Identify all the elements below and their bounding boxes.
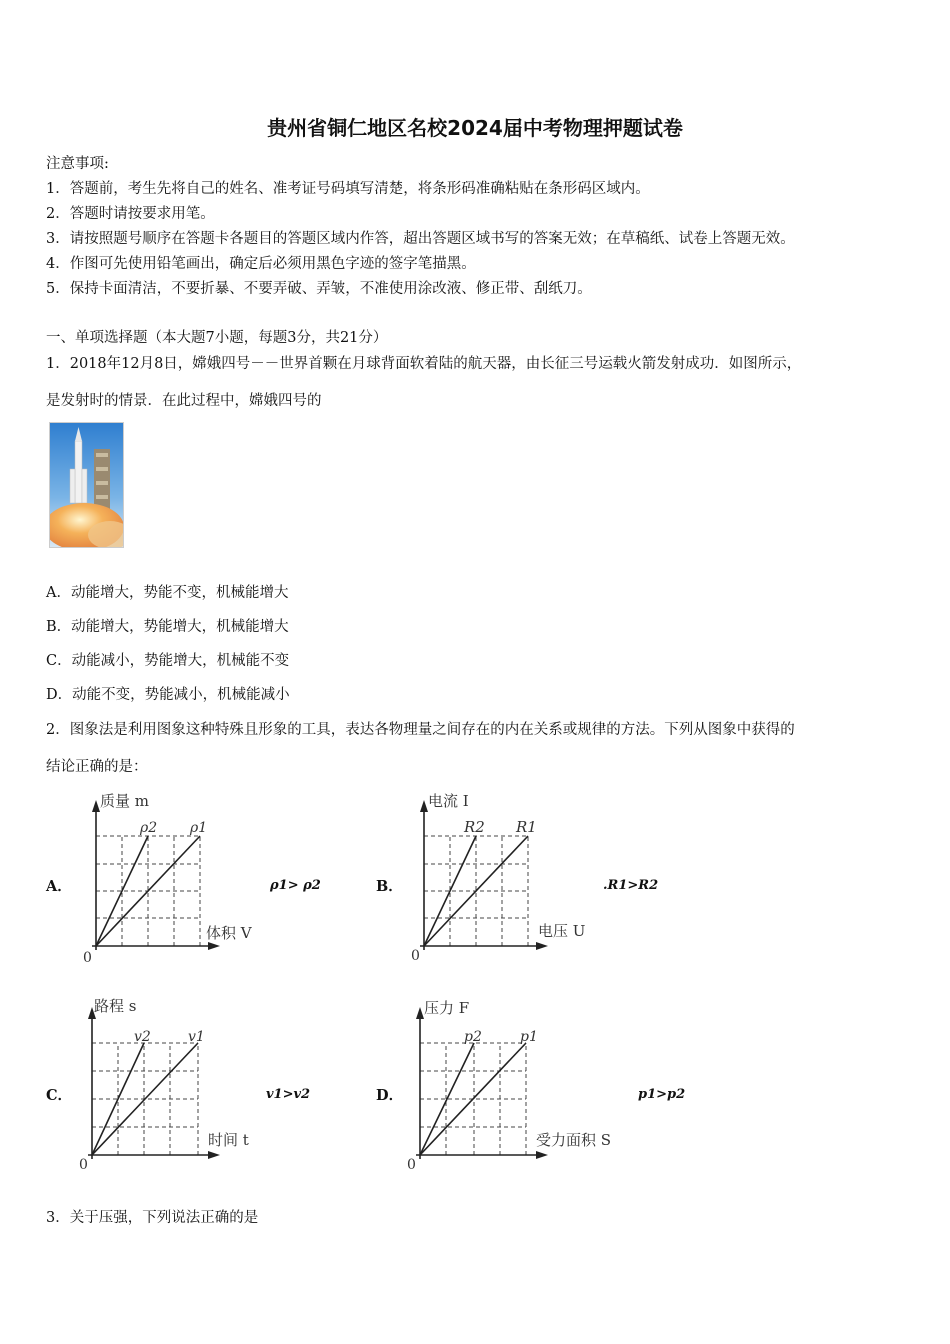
shallow-line-label: R1	[516, 818, 537, 836]
rocket-launch-image	[49, 422, 124, 548]
y-axis-arrow	[420, 800, 428, 812]
question-2-line-2: 结论正确的是：	[46, 759, 148, 775]
steep-line-label: R2	[464, 818, 485, 836]
y-axis-label: 质量 m	[100, 792, 149, 810]
notice-item-5: 5．保持卡面清洁，不要折暴、不要弄破、弄皱，不准使用涂改液、修正带、刮纸刀。	[46, 281, 592, 297]
origin-label: 0	[83, 950, 92, 966]
question-1-option-a: A．动能增大，势能不变，机械能增大	[46, 585, 289, 601]
x-axis-arrow	[536, 1151, 548, 1159]
graph-b	[408, 790, 608, 965]
question-2-option-d-label: D．	[376, 1087, 404, 1104]
notice-item-2: 2．答题时请按要求用笔。	[46, 206, 215, 222]
x-axis-label: 受力面积 S	[536, 1131, 612, 1149]
x-axis-arrow	[208, 1151, 220, 1159]
graph-a	[80, 790, 270, 965]
question-2-option-c-conclusion: v1>v2	[266, 1087, 311, 1102]
x-axis-label: 体积 V	[206, 924, 252, 942]
steep-line-label: p2	[464, 1029, 482, 1045]
shallow-line-label: ρ1	[190, 820, 208, 836]
y-axis-label: 路程 s	[94, 997, 137, 1015]
y-axis-arrow	[416, 1007, 424, 1019]
notice-item-1: 1．答题前，考生先将自己的姓名、准考证号码填写清楚，将条形码准确粘贴在条形码区域内。	[46, 181, 650, 197]
question-3: 3．关于压强，下列说法正确的是	[46, 1210, 259, 1226]
origin-label: 0	[411, 948, 420, 964]
graph-c	[76, 995, 266, 1173]
x-axis-label: 时间 t	[208, 1131, 249, 1149]
notice-heading: 注意事项:	[46, 156, 109, 172]
origin-label: 0	[79, 1157, 88, 1173]
graph-d	[404, 995, 644, 1173]
question-2-option-b-label: B．	[376, 878, 403, 895]
x-axis-arrow	[536, 942, 548, 950]
y-axis-arrow	[92, 800, 100, 812]
y-axis-label: 压力 F	[424, 999, 470, 1017]
question-2-option-c-label: C．	[46, 1087, 73, 1104]
question-1-line-1: 1．2018年12月8日，嫦娥四号－－世界首颗在月球背面软着陆的航天器，由长征三号运载火箭发射成功．如图所示，	[46, 356, 802, 372]
origin-label: 0	[407, 1157, 416, 1173]
question-1-option-b: B．动能增大，势能增大，机械能增大	[46, 619, 289, 635]
steep-line-label: ρ2	[140, 820, 158, 836]
x-axis-arrow	[208, 942, 220, 950]
question-2-option-a-label: A．	[46, 878, 72, 895]
question-1-option-c: C．动能减小，势能增大，机械能不变	[46, 653, 290, 669]
x-axis-label: 电压 U	[538, 922, 586, 940]
y-axis-label: 电流 I	[428, 792, 469, 810]
question-2-line-1: 2．图象法是利用图象这种特殊且形象的工具，表达各物理量之间存在的内在关系或规律的方法。下列从图象中获得的	[46, 722, 795, 738]
notice-item-4: 4．作图可先使用铅笔画出，确定后必须用黑色字迹的签字笔描黑。	[46, 256, 476, 272]
question-2-option-d-conclusion: p1>p2	[638, 1087, 686, 1102]
steep-line-label: v2	[134, 1029, 151, 1045]
question-2-option-b-conclusion: .R1>R2	[603, 878, 659, 893]
question-1-line-2: 是发射时的情景．在此过程中，嫦娥四号的	[46, 393, 322, 409]
shallow-line-label: v1	[188, 1029, 205, 1045]
section-heading: 一、单项选择题（本大题7小题，每题3分，共21分）	[46, 330, 388, 346]
page-title: 贵州省铜仁地区名校2024届中考物理押题试卷	[267, 116, 683, 140]
notice-item-3: 3．请按照题号顺序在答题卡各题目的答题区域内作答，超出答题区域书写的答案无效；在草稿纸、试卷上答题无效。	[46, 231, 795, 247]
question-1-option-d: D．动能不变，势能减小，机械能减小	[46, 687, 290, 703]
question-2-option-a-conclusion: ρ1> ρ2	[270, 878, 321, 893]
shallow-line-label: p1	[520, 1029, 538, 1045]
